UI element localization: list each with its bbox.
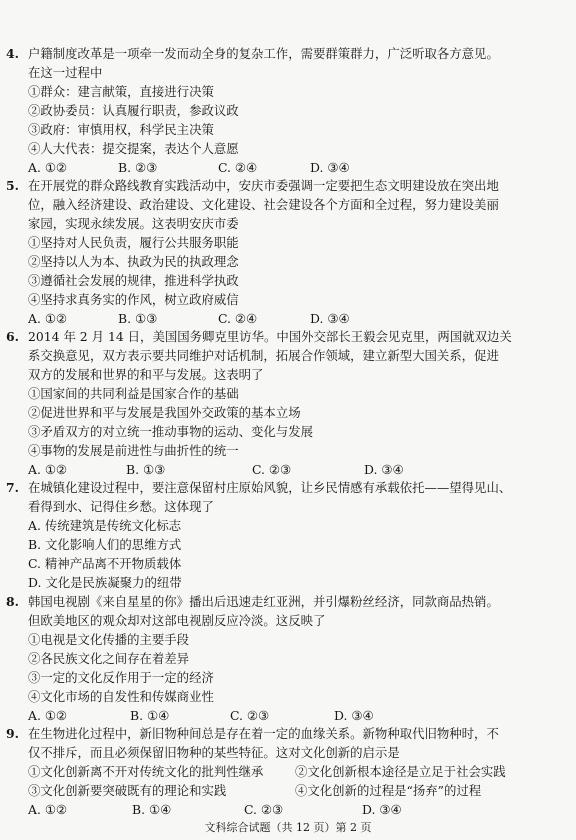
choice-b: B. ①③ <box>126 462 166 477</box>
option-1: ①群众：建言献策，直接进行决策 <box>28 84 214 99</box>
option-4: ④文化创新的过程是“扬弃”的过程 <box>295 783 482 798</box>
question-6 <box>6 327 562 479</box>
choice-d: D. ③④ <box>334 708 374 723</box>
option-2: ②政协委员：认真履行职责，参政议政 <box>28 103 239 118</box>
choice-d: D. ③④ <box>364 462 404 477</box>
question-stem-line: 看得到水、记得住乡愁。这体现了 <box>28 499 214 514</box>
question-4 <box>6 44 562 177</box>
choice-b: B. ①③ <box>118 311 158 326</box>
choice-c: C. ②④ <box>218 311 258 326</box>
question-stem-line: 仅不排斥，而且必须保留旧物种的某些特征。这对文化创新的启示是 <box>28 745 400 760</box>
choice-b: B. ②③ <box>118 160 158 175</box>
question-5 <box>6 176 562 328</box>
option-4: ④事物的发展是前进性与曲折性的统一 <box>28 443 239 458</box>
question-number: 9. <box>6 726 19 741</box>
option-4: ④文化市场的自发性和传媒商业性 <box>28 689 214 704</box>
option-1: ①坚持对人民负责，履行公共服务职能 <box>28 235 239 250</box>
question-number: 4. <box>6 46 19 61</box>
choice-c: C. ②③ <box>252 462 292 477</box>
question-stem-line: 在这一过程中 <box>28 65 103 80</box>
option-1: ①国家间的共同利益是国家合作的基础 <box>28 386 239 401</box>
question-stem-line: 户籍制度改革是一项牵一发而动全身的复杂工作，需要群策群力，广泛听取各方意见。 <box>28 46 499 61</box>
question-7 <box>6 478 562 592</box>
answer-choices <box>6 158 562 177</box>
option-row <box>6 781 562 800</box>
answer-choices <box>6 800 562 819</box>
page-footer: 文科综合试题（共 12 页）第 2 页 <box>204 821 372 834</box>
choice-c: C. 精神产品离不开物质载体 <box>28 556 182 571</box>
choice-c: C. ②③ <box>230 708 270 723</box>
answer-choices <box>6 706 562 725</box>
question-number: 8. <box>6 594 19 609</box>
option-2: ②各民族文化之间存在着差异 <box>28 651 190 666</box>
question-9 <box>6 724 562 819</box>
choice-d: D. ③④ <box>362 802 402 817</box>
question-stem-line: 但欧美地区的观众却对这部电视剧反应冷淡。这反映了 <box>28 613 326 628</box>
option-3: ③一定的文化反作用于一定的经济 <box>28 670 214 685</box>
question-stem-line: 在开展党的群众路线教育实践活动中，安庆市委强调一定要把生态文明建设放在突出地 <box>28 178 499 193</box>
choice-b: B. ①④ <box>132 802 172 817</box>
option-1: ①文化创新离不开对传统文化的批判性继承 <box>28 764 264 779</box>
question-8 <box>6 592 562 725</box>
question-number: 5. <box>6 178 19 193</box>
question-stem-line: 在生物进化过程中，新旧物种间总是存在着一定的血缘关系。新物种取代旧物种时，不 <box>28 726 499 741</box>
question-stem-line: 家园，实现永续发展。这表明安庆市委 <box>28 216 239 231</box>
choice-d: D. 文化是民族凝聚力的纽带 <box>28 575 182 590</box>
question-number: 7. <box>6 480 19 495</box>
question-stem-line: 位，融入经济建设、政治建设、文化建设、社会建设各个方面和全过程，努力建设美丽 <box>28 197 499 212</box>
choice-c: C. ②③ <box>244 802 284 817</box>
question-stem-line: 韩国电视剧《来自星星的你》播出后迅速走红亚洲，并引爆粉丝经济，同款商品热销。 <box>28 594 499 609</box>
question-stem-line: 2014 年 2 月 14 日，美国国务卿克里访华。中国外交部长王毅会见克里，两国就双边关 <box>28 329 512 344</box>
option-3: ③政府：审慎用权，科学民主决策 <box>28 122 214 137</box>
option-1: ①电视是文化传播的主要手段 <box>28 632 190 647</box>
option-row <box>6 762 562 781</box>
option-3: ③文化创新要突破既有的理论和实践 <box>28 783 227 798</box>
option-2: ②文化创新根本途径是立足于社会实践 <box>295 764 506 779</box>
option-3: ③遵循社会发展的规律，推进科学执政 <box>28 273 239 288</box>
choice-b: B. ①④ <box>130 708 170 723</box>
choice-d: D. ③④ <box>310 160 350 175</box>
option-3: ③矛盾双方的对立统一推动事物的运动、变化与发展 <box>28 424 313 439</box>
choice-d: D. ③④ <box>310 311 350 326</box>
choice-a: A. ①② <box>28 311 68 326</box>
answer-choices <box>6 309 562 328</box>
choice-a: A. ①② <box>28 462 68 477</box>
choice-a: A. 传统建筑是传统文化标志 <box>28 518 182 533</box>
choice-a: A. ①② <box>28 708 68 723</box>
option-2: ②坚持以人为本、执政为民的执政理念 <box>28 254 239 269</box>
choice-c: C. ②④ <box>218 160 258 175</box>
choice-a: A. ①② <box>28 160 68 175</box>
choice-b: B. 文化影响人们的思维方式 <box>28 537 182 552</box>
option-4: ④人大代表：提交提案，表达个人意愿 <box>28 141 239 156</box>
answer-choices <box>6 460 562 479</box>
question-stem-line: 双方的发展和世界的和平与发展。这表明了 <box>28 367 264 382</box>
choice-a: A. ①② <box>28 802 68 817</box>
question-number: 6. <box>6 329 19 344</box>
question-stem-line: 在城镇化建设过程中，要注意保留村庄原始风貌，让乡民情感有承载依托——望得见山、 <box>28 480 512 495</box>
question-stem-line: 系交换意见，双方表示要共同维护对话机制，拓展合作领域，建立新型大国关系，促进 <box>28 348 499 363</box>
option-4: ④坚持求真务实的作风，树立政府威信 <box>28 292 239 307</box>
option-2: ②促进世界和平与发展是我国外交政策的基本立场 <box>28 405 301 420</box>
